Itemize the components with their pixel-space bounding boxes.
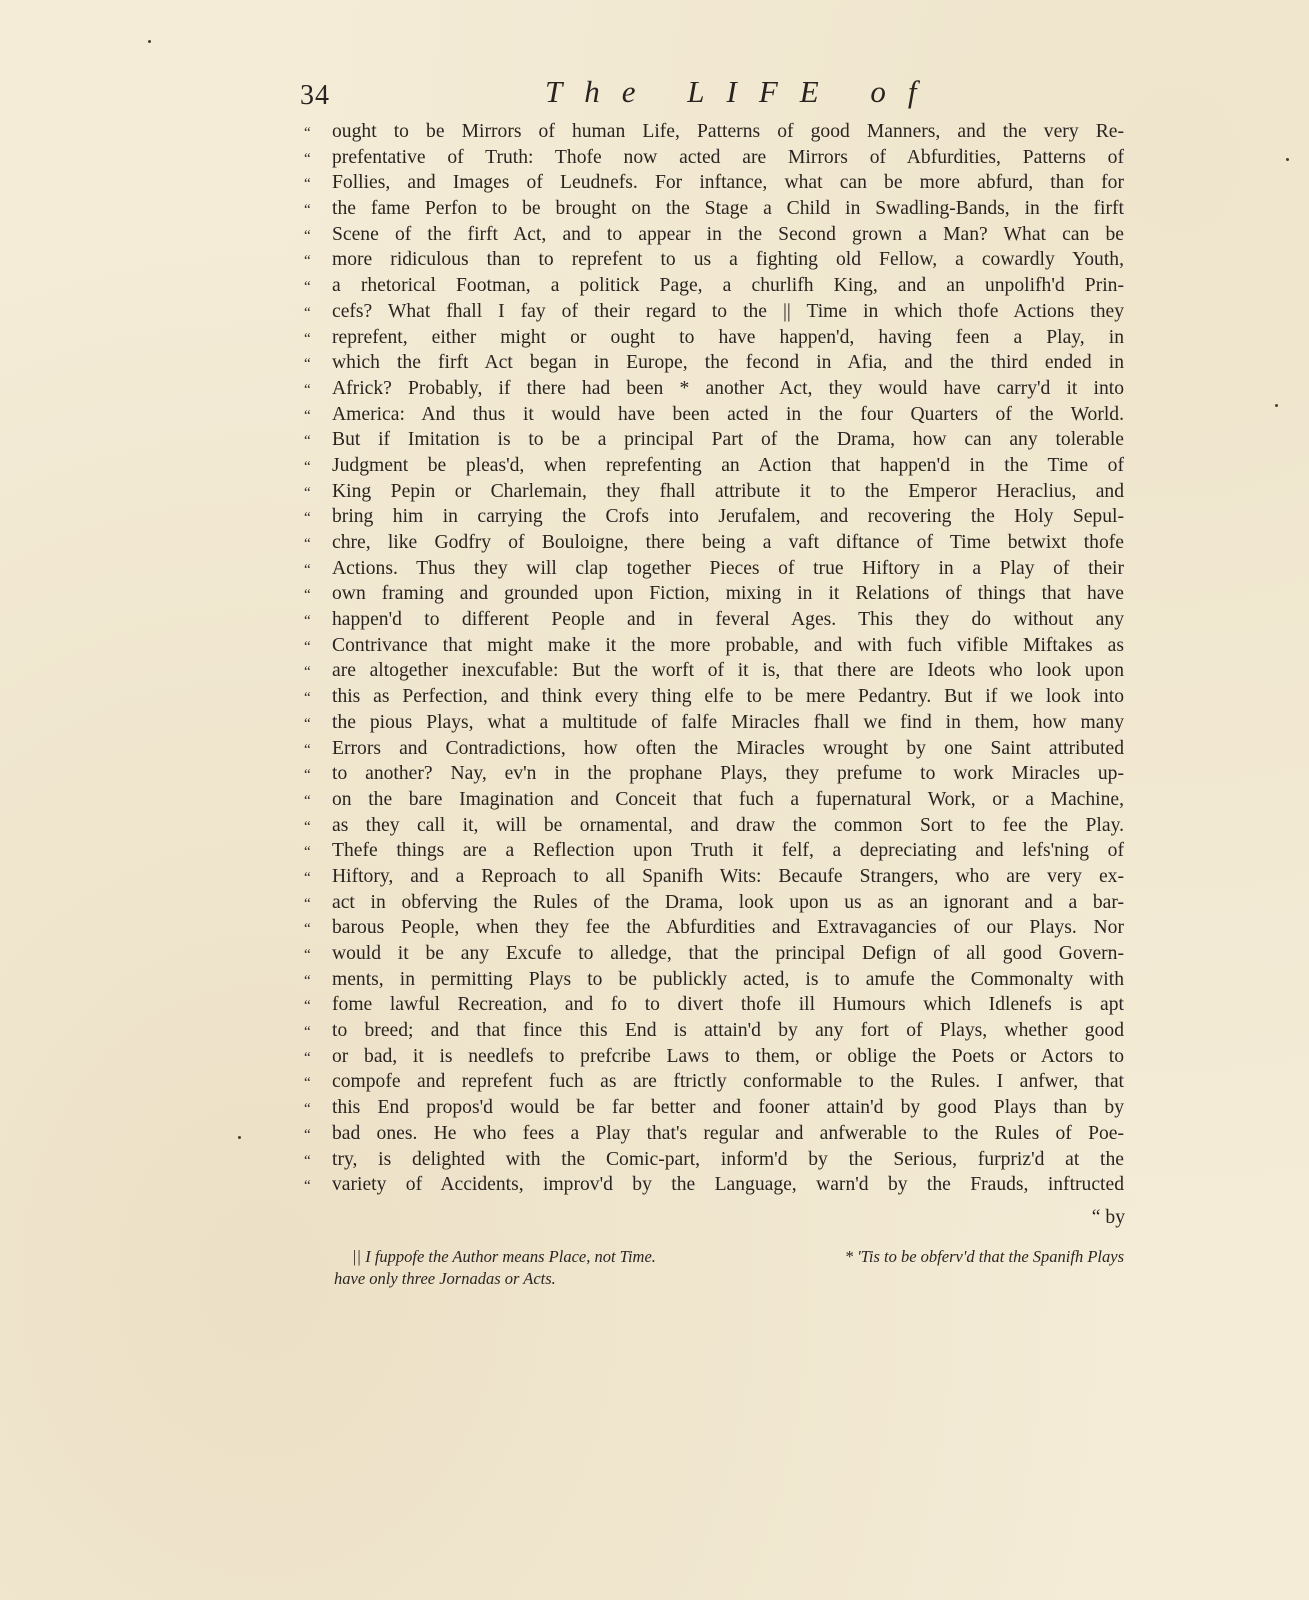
- line-text: happen'd to different People and in feveral Ages. This they do without any: [332, 609, 1124, 631]
- quotation-mark: “: [304, 536, 311, 552]
- quotation-mark: “: [304, 1152, 311, 1169]
- line-text: ought to be Mirrors of human Life, Patterns of good Manners, and the very Re-: [332, 121, 1124, 142]
- quotation-mark: “: [304, 330, 311, 347]
- line-text: compofe and reprefent fuch as are ftrictly conformable to the Rules. I anfwer, that: [332, 1071, 1124, 1093]
- text-line: [304, 376, 1124, 402]
- footnote-continuation: have only three Jornadas or Acts.: [334, 1269, 556, 1288]
- quotation-mark: “: [304, 176, 311, 193]
- quotation-mark: “: [304, 1075, 311, 1092]
- quotation-mark: “: [304, 792, 311, 809]
- quotation-mark: “: [304, 381, 311, 398]
- line-text: Follies, and Images of Leudnefs. For inftance, what can be more abfurd, than for: [332, 172, 1124, 194]
- line-text: the pious Plays, what a multitude of falfe Miracles fhall we find in them, how many: [332, 711, 1124, 733]
- line-text: America: And thus it would have been acted in the four Quarters of the World.: [332, 403, 1124, 425]
- text-line: [304, 813, 1124, 839]
- text-line: [304, 607, 1124, 633]
- quotation-mark: “: [304, 921, 311, 938]
- text-line: [304, 325, 1124, 351]
- paper-speck: [148, 40, 151, 43]
- text-line: [304, 222, 1124, 248]
- line-text: bad ones. He who fees a Play that's regular and anfwerable to the Rules of Poe-: [332, 1122, 1124, 1144]
- line-text: would it be any Excufe to alledge, that the principal Defign of all good Govern-: [332, 943, 1124, 964]
- line-text: Actions. Thus they will clap together Pieces of true Hiftory in a Play of their: [332, 557, 1124, 579]
- line-text: variety of Accidents, improv'd by the Language, warn'd by the Frauds, inftructed: [332, 1174, 1124, 1196]
- quotation-mark: “: [304, 1024, 311, 1041]
- line-text: fome lawful Recreation, and fo to divert thofe ill Humours which Idlenefs is apt: [332, 994, 1124, 1016]
- text-line: [304, 915, 1124, 941]
- paper-speck: [238, 1136, 241, 1139]
- line-text: bring him in carrying the Crofs into Jerufalem, and recovering the Holy Sepul-: [332, 506, 1124, 528]
- text-line: [304, 941, 1124, 967]
- text-line: [304, 453, 1124, 479]
- quotation-mark: “: [304, 690, 311, 707]
- text-line: [304, 350, 1124, 376]
- text-line: [304, 402, 1124, 428]
- line-text: to breed; and that fince this End is attain'd by any fort of Plays, whether good: [332, 1020, 1124, 1042]
- quotation-mark: “: [304, 715, 311, 732]
- text-line: [304, 838, 1124, 864]
- text-line: [304, 967, 1124, 993]
- quotation-mark: “: [304, 484, 311, 501]
- text-line: [304, 427, 1124, 453]
- quotation-mark: “: [304, 1049, 311, 1066]
- text-line: [304, 530, 1124, 556]
- text-line: [304, 247, 1124, 273]
- quotation-mark: “: [304, 972, 311, 989]
- quotation-mark: “: [304, 1101, 311, 1118]
- text-line: [304, 890, 1124, 916]
- quotation-mark: “: [304, 818, 311, 835]
- catchword: “ by: [1091, 1207, 1125, 1228]
- quotation-mark: “: [304, 869, 311, 886]
- text-line: [304, 658, 1124, 684]
- text-line: [304, 761, 1124, 787]
- line-text: more ridiculous than to reprefent to us a fighting old Fellow, a cowardly Youth,: [332, 249, 1124, 271]
- quotation-mark: “: [304, 510, 311, 527]
- quotation-mark: “: [304, 767, 311, 784]
- line-text: Thefe things are a Reflection upon Truth it felf, a depreciating and lefs'ning of: [332, 840, 1124, 862]
- line-text: cefs? What fhall I fay of their regard to the || Time in which thofe Actions they: [332, 300, 1124, 322]
- line-text: Scene of the firft Act, and to appear in the Second grown a Man? What can be: [332, 223, 1124, 245]
- text-line: [304, 145, 1124, 171]
- line-text: as they call it, will be ornamental, and draw the common Sort to fee the Play.: [332, 814, 1124, 836]
- line-text: act in obferving the Rules of the Drama, look upon us as an ignorant and a bar-: [332, 891, 1124, 913]
- footnote-place-time: || I fuppofe the Author means Place, not Time.: [352, 1247, 656, 1266]
- quotation-mark: “: [304, 741, 311, 758]
- paper-speck: [1286, 158, 1289, 161]
- line-text: own framing and grounded upon Fiction, mixing in it Relations of things that have: [332, 583, 1124, 605]
- text-line: [304, 1147, 1124, 1173]
- text-line: [304, 299, 1124, 325]
- text-line: [304, 581, 1124, 607]
- quotation-mark: “: [304, 664, 311, 681]
- line-text: chre, like Godfry of Bouloigne, there being a vaft diftance of Time betwixt thofe: [332, 532, 1124, 553]
- text-line: [304, 1095, 1124, 1121]
- text-line: [304, 1172, 1124, 1198]
- line-text: King Pepin or Charlemain, they fhall attribute it to the Emperor Heraclius, and: [332, 480, 1124, 502]
- line-text: But if Imitation is to be a principal Part of the Drama, how can any tolerable: [332, 429, 1124, 451]
- line-text: reprefent, either might or ought to have happen'd, having feen a Play, in: [332, 326, 1124, 348]
- footnote-spanish-plays: * 'Tis to be obferv'd that the Spanifh Plays: [844, 1247, 1124, 1266]
- quotation-mark: “: [304, 1178, 311, 1195]
- line-text: Africk? Probably, if there had been * another Act, they would have carry'd it into: [332, 377, 1124, 399]
- line-text: on the bare Imagination and Conceit that fuch a fupernatural Work, or a Machine,: [332, 788, 1124, 810]
- running-title: The LIFE of: [545, 74, 939, 109]
- running-header: [300, 74, 1120, 118]
- line-text: prefentative of Truth: Thofe now acted are Mirrors of Abfurdities, Patterns of: [332, 146, 1124, 168]
- page-number: 34: [300, 80, 330, 111]
- text-line: [304, 479, 1124, 505]
- line-text: Hiftory, and a Reproach to all Spanifh Wits: Becaufe Strangers, who are very ex-: [332, 865, 1124, 887]
- line-text: this End propos'd would be far better and fooner attain'd by good Plays than by: [332, 1097, 1124, 1119]
- quotation-mark: “: [304, 638, 311, 655]
- text-line: [304, 504, 1124, 530]
- quotation-mark: “: [304, 279, 311, 296]
- line-text: a rhetorical Footman, a politick Page, a churlifh King, and an unpolifh'd Prin-: [332, 275, 1124, 297]
- line-text: to another? Nay, ev'n in the prophane Plays, they prefume to work Miracles up-: [332, 763, 1124, 785]
- text-line: [304, 684, 1124, 710]
- text-line: [304, 787, 1124, 813]
- text-line: [304, 1121, 1124, 1147]
- line-text: are altogether inexcufable: But the worft of it is, that there are Ideots who look upon: [332, 660, 1124, 682]
- text-line: [304, 1044, 1124, 1070]
- text-line: [304, 864, 1124, 890]
- line-text: Errors and Contradictions, how often the Miracles wrought by one Saint attributed: [332, 737, 1124, 759]
- line-text: barous People, when they fee the Abfurdities and Extravagancies of our Plays. Nor: [332, 917, 1124, 939]
- line-text: which the firft Act began in Europe, the fecond in Afia, and the third ended in: [332, 352, 1124, 374]
- text-line: [304, 196, 1124, 222]
- text-line: [304, 170, 1124, 196]
- quotation-mark: “: [304, 561, 311, 578]
- text-line: [304, 992, 1124, 1018]
- main-text-block: [304, 119, 1124, 1198]
- quotation-mark: “: [304, 1126, 311, 1143]
- text-line: [304, 273, 1124, 299]
- line-text: ments, in permitting Plays to be publickly acted, is to amufe the Commonalty with: [332, 968, 1124, 990]
- line-text: or bad, it is needlefs to prefcribe Laws to them, or oblige the Poets or Actors to: [332, 1045, 1124, 1067]
- quotation-mark: “: [304, 356, 311, 373]
- line-text: try, is delighted with the Comic-part, inform'd by the Serious, furpriz'd at the: [332, 1148, 1124, 1170]
- quotation-mark: “: [304, 407, 311, 424]
- text-line: [304, 119, 1124, 145]
- quotation-mark: “: [304, 947, 311, 963]
- quotation-mark: “: [304, 895, 311, 912]
- line-text: the fame Perfon to be brought on the Stage a Child in Swadling-Bands, in the firft: [332, 198, 1124, 220]
- line-text: Contrivance that might make it the more probable, and with fuch vifible Miftakes as: [332, 634, 1124, 656]
- quotation-mark: “: [304, 458, 311, 475]
- quotation-mark: “: [304, 587, 311, 604]
- text-line: [304, 1069, 1124, 1095]
- quotation-mark: “: [304, 150, 311, 167]
- quotation-mark: “: [304, 304, 311, 321]
- quotation-mark: “: [304, 202, 311, 219]
- text-line: [304, 556, 1124, 582]
- quotation-mark: “: [304, 433, 311, 450]
- quotation-mark: “: [304, 253, 311, 270]
- paper-speck: [1275, 404, 1278, 407]
- quotation-mark: “: [304, 844, 311, 861]
- footnote-row: [352, 1246, 1124, 1268]
- quotation-mark: “: [304, 613, 311, 630]
- quotation-mark: “: [304, 998, 311, 1015]
- text-line: [304, 736, 1124, 762]
- footnotes: [334, 1246, 1124, 1290]
- quotation-mark: “: [304, 125, 311, 141]
- quotation-mark: “: [304, 227, 311, 244]
- text-line: [304, 710, 1124, 736]
- line-text: this as Perfection, and think every thing elfe to be mere Pedantry. But if we look into: [332, 686, 1124, 708]
- text-line: [304, 633, 1124, 659]
- line-text: Judgment be pleas'd, when reprefenting an Action that happen'd in the Time of: [332, 454, 1124, 476]
- text-line: [304, 1018, 1124, 1044]
